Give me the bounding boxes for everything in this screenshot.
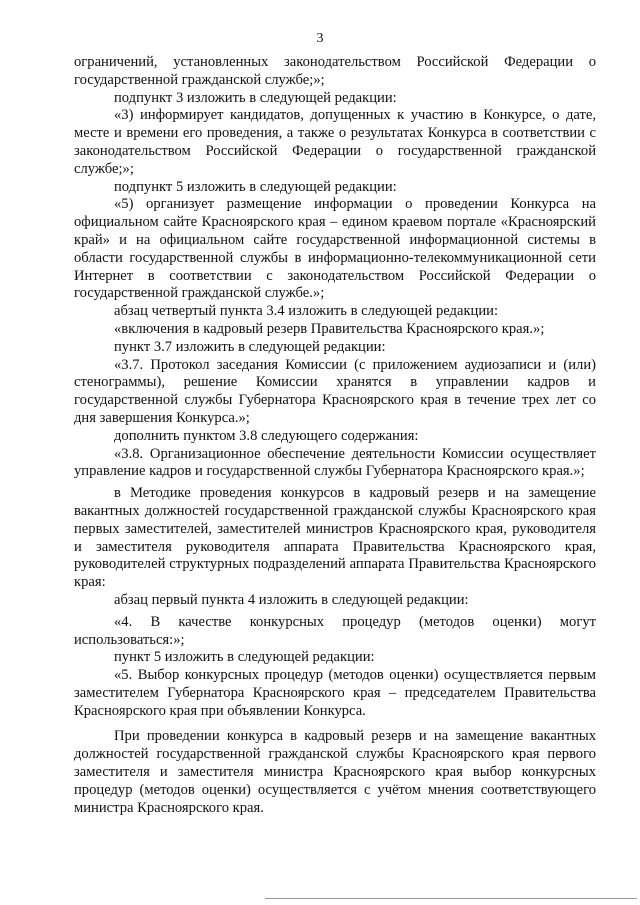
paragraph: «5) организует размещение информации о проведении Конкурса на официальном сайте Красноярского края – едином краевом портале «Красноярский край» и на официальном сайте государственной информационной системы в области государственной службы в информационно-телекоммуникационной сети Интернет в соответствии с законодательством Российской Федерации о государственной гражданской службе.»; bbox=[74, 196, 596, 302]
paragraph: «3.8. Организационное обеспечение деятельности Комиссии осуществляет управление кадров и государственной службы Губернатора Красноярского края.»; bbox=[74, 445, 596, 480]
paragraph: пункт 3.7 изложить в следующей редакции: bbox=[114, 338, 386, 355]
paragraph: «4. В качестве конкурсных процедур (методов оценки) могут использоваться:»; bbox=[74, 613, 596, 648]
paragraph: «включения в кадровый резерв Правительства Красноярского края.»; bbox=[114, 320, 545, 337]
paragraph: пункт 5 изложить в следующей редакции: bbox=[114, 649, 375, 666]
paragraph: в Методике проведения конкурсов в кадровый резерв и на замещение вакантных должностей государственной гражданской службы Красноярского края первых заместителей, заместителей министров Красноярского края, руководителя и заместителя руководителя аппарата Правительства Красноярского края, руководителей структурных подразделений аппарата Правительства Красноярского края: bbox=[74, 485, 596, 591]
document-body bbox=[74, 54, 596, 817]
paragraph: подпункт 5 изложить в следующей редакции: bbox=[114, 178, 397, 195]
paragraph: «3) информирует кандидатов, допущенных к участию в Конкурсе, о дате, месте и времени его проведения, а также о результатах Конкурса в соответствии с законодательством Российской Федерации о государственной гражданской службе;»; bbox=[74, 107, 596, 177]
paragraph: «3.7. Протокол заседания Комиссии (с приложением аудиозаписи и (или) стенограммы), решение Комиссии хранятся в управлении кадров и государственной службы Губернатора Красноярского края в течение трех лет со дня завершения Конкурса.»; bbox=[74, 356, 596, 426]
bottom-edge-line bbox=[265, 898, 637, 899]
paragraph: подпункт 3 изложить в следующей редакции: bbox=[114, 89, 397, 106]
paragraph: абзац четвертый пункта 3.4 изложить в следующей редакции: bbox=[114, 303, 499, 320]
paragraph: ограничений, установленных законодательством Российской Федерации о государственной гражданской службе;»; bbox=[74, 54, 596, 88]
paragraph: дополнить пунктом 3.8 следующего содержания: bbox=[114, 427, 419, 444]
page-number: 3 bbox=[316, 31, 324, 46]
paragraph: «5. Выбор конкурсных процедур (методов оценки) осуществляется первым заместителем Губернатора Красноярского края – председателем Правительства Красноярского края при объявлении Конкурса. bbox=[74, 667, 596, 719]
paragraph: При проведении конкурса в кадровый резерв и на замещение вакантных должностей государственной гражданской службы Красноярского края первого заместителя и заместителя министра Красноярского края выбор конкурсных процедур (методов оценки) осуществляется с учётом мнения соответствующего министра Красноярского края. bbox=[74, 728, 596, 816]
paragraph: абзац первый пункта 4 изложить в следующей редакции: bbox=[114, 591, 469, 608]
